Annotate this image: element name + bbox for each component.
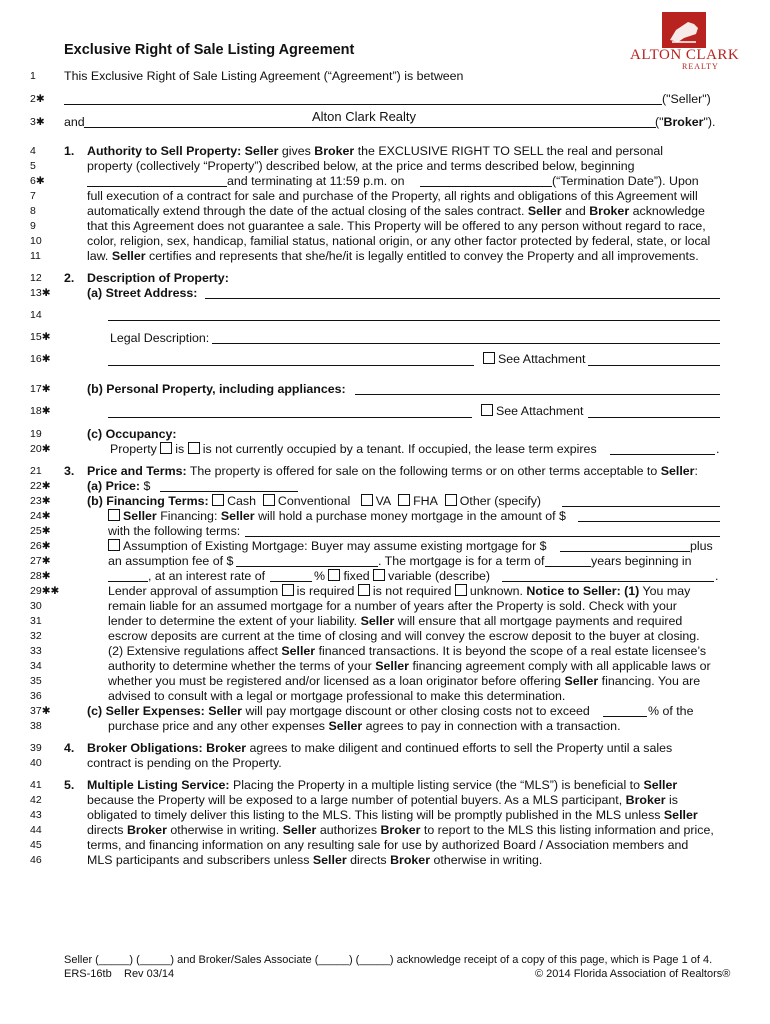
occupancy-line: Property is is not currently occupied by a tenant. If occupied, the lease term expires xyxy=(110,442,597,456)
seller-financing-amount-field[interactable] xyxy=(578,521,720,522)
street-address-field-2[interactable] xyxy=(108,320,720,321)
personal-property-field-2[interactable] xyxy=(108,417,472,418)
intro-text: This Exclusive Right of Sale Listing Agreement (“Agreement”) is between xyxy=(64,69,464,83)
footer-form-id: ERS-16tb xyxy=(64,968,112,980)
line-number: 34 xyxy=(30,660,42,672)
percent-of-label: % of the xyxy=(648,704,694,718)
section-4-line-40: contract is pending on the Property. xyxy=(87,756,282,770)
line-number: 3✱ xyxy=(30,116,45,128)
seller-financing-line: Seller Financing: Seller will hold a purchase money mortgage in the amount of $ xyxy=(108,509,566,523)
line-number: 16✱ xyxy=(30,353,51,365)
cash-checkbox[interactable] xyxy=(212,494,224,506)
section-1-line-5: property (collectively “Property”) described below, at the price and terms described below, beginning xyxy=(87,159,635,173)
conventional-checkbox[interactable] xyxy=(263,494,275,506)
other-financing-field[interactable] xyxy=(562,506,720,507)
termination-date-field[interactable] xyxy=(420,186,552,187)
line-number: 27✱ xyxy=(30,555,51,567)
required-checkbox[interactable] xyxy=(282,584,294,596)
line-number: 44 xyxy=(30,824,42,836)
assumption-checkbox[interactable] xyxy=(108,539,120,551)
line-number: 14 xyxy=(30,309,42,321)
line-number: 23✱ xyxy=(30,495,51,507)
line-number: 42 xyxy=(30,794,42,806)
legal-see-attachment[interactable]: See Attachment xyxy=(483,352,585,366)
line-number: 2✱ xyxy=(30,93,45,105)
line-number: 25✱ xyxy=(30,525,51,537)
line-number: 43 xyxy=(30,809,42,821)
line-number: 21 xyxy=(30,465,42,477)
section-1-line-9: that this Agreement does not guarantee a sale. This Property will be offered to any person without regard to race, xyxy=(87,219,706,233)
seller-name-field[interactable] xyxy=(64,104,662,105)
line-number: 10 xyxy=(30,235,42,247)
beginning-in-field[interactable] xyxy=(108,581,148,582)
variable-describe-field[interactable] xyxy=(502,581,714,582)
section-1-line-7: full execution of a contract for sale and purchase of the Property, all rights and obligations of this Agreement will xyxy=(87,189,698,203)
line-number: 4 xyxy=(30,145,36,157)
line-number: 19 xyxy=(30,428,42,440)
section-3-number: 3. xyxy=(64,464,75,478)
street-address-label: (a) Street Address: xyxy=(87,286,198,300)
line-number: 41 xyxy=(30,779,42,791)
variable-checkbox[interactable] xyxy=(373,569,385,581)
line-number: 7 xyxy=(30,190,36,202)
section-4-number: 4. xyxy=(64,741,75,755)
broker-name-field[interactable] xyxy=(84,127,656,128)
footer-copyright: © 2014 Florida Association of Realtors® xyxy=(535,968,731,980)
line-number: 6✱ xyxy=(30,175,45,187)
lion-emblem-icon xyxy=(662,12,706,48)
section-2-heading: Description of Property: xyxy=(87,271,229,285)
document-title: Exclusive Right of Sale Listing Agreement xyxy=(64,42,355,58)
line-number: 24✱ xyxy=(30,510,51,522)
line-number: 30 xyxy=(30,600,42,612)
seller-expenses-line: (c) Seller Expenses: Seller will pay mortgage discount or other closing costs not to exceed xyxy=(87,704,590,718)
section-1-line-4: Authority to Sell Property: Seller gives Broker the EXCLUSIVE RIGHT TO SELL the real and personal xyxy=(87,144,664,158)
assumption-line: Assumption of Existing Mortgage: Buyer may assume existing mortgage for $ xyxy=(108,539,547,553)
line-number: 45 xyxy=(30,839,42,851)
financing-terms-line: (b) Financing Terms: Cash Conventional VA FHA Other (specify) xyxy=(87,494,542,508)
line-number: 12 xyxy=(30,272,42,284)
section-5-line-41: Multiple Listing Service: Placing the Property in a multiple listing service (the “MLS”) is beneficial to Seller xyxy=(87,778,678,792)
section-3-line-21: Price and Terms: The property is offered for sale on the following terms or on other terms acceptable to Seller: xyxy=(87,464,698,478)
section-3-line-36: advised to consult with a legal or mortgage professional to make this determination. xyxy=(108,689,566,703)
personal-see-attachment[interactable]: See Attachment xyxy=(481,404,583,418)
section-3-line-32: escrow deposits are current at the time of closing and will convey the escrow deposit to the buyer at closing. xyxy=(108,629,700,643)
section-1-line-6a: and terminating at 11:59 p.m. on xyxy=(227,174,405,188)
section-2-number: 2. xyxy=(64,271,75,285)
unknown-checkbox[interactable] xyxy=(455,584,467,596)
section-3-line-38: purchase price and any other expenses Seller agrees to pay in connection with a transaction. xyxy=(108,719,621,733)
line-number: 29✱✱ xyxy=(30,585,60,597)
occupancy-period: . xyxy=(716,442,720,456)
years-beginning-label: years beginning in xyxy=(591,554,692,568)
section-5-number: 5. xyxy=(64,778,75,792)
personal-property-field[interactable] xyxy=(355,394,720,395)
fixed-checkbox[interactable] xyxy=(328,569,340,581)
line-number: 38 xyxy=(30,720,42,732)
va-checkbox[interactable] xyxy=(361,494,373,506)
section-3-line-34: authority to determine whether the terms of your Seller financing agreement comply with all applicable laws or xyxy=(108,659,711,673)
personal-attachment-field[interactable] xyxy=(588,417,720,418)
line-number: 28✱ xyxy=(30,570,51,582)
see-attachment-checkbox[interactable] xyxy=(483,352,495,364)
section-3-line-33: (2) Extensive regulations affect Seller financed transactions. It is beyond the scope of a real estate licensee’s xyxy=(108,644,707,658)
assumption-fee-field[interactable] xyxy=(236,566,378,567)
not-occupied-checkbox[interactable] xyxy=(188,442,200,454)
line-number: 11 xyxy=(30,250,41,262)
price-label: (a) Price: $ xyxy=(87,479,151,493)
following-terms-label: with the following terms: xyxy=(108,524,241,538)
broker-name-value: Alton Clark Realty xyxy=(312,109,417,124)
line-number: 22✱ xyxy=(30,480,51,492)
section-5-line-43: obligated to timely deliver this listing to the MLS. This listing will be promptly published in the MLS unless Seller xyxy=(87,808,698,822)
line-number: 40 xyxy=(30,757,42,769)
interest-rate-field[interactable] xyxy=(270,581,312,582)
mortgage-term-field[interactable] xyxy=(545,566,591,567)
lease-expires-field[interactable] xyxy=(610,454,715,455)
logo-sub: REALTY xyxy=(682,62,719,71)
plus-label: plus xyxy=(690,539,713,553)
seller-financing-checkbox[interactable] xyxy=(108,509,120,521)
line-number: 46 xyxy=(30,854,42,866)
legal-description-label: Legal Description: xyxy=(110,331,210,345)
line-number: 18✱ xyxy=(30,405,51,417)
line-number: 13✱ xyxy=(30,287,51,299)
line-number: 37✱ xyxy=(30,705,51,717)
section-3-line-35: whether you must be registered and/or licensed as a loan originator before offering Seller financing. You are xyxy=(108,674,701,688)
section-5-line-42: because the Property will be exposed to a large number of potential buyers. As a MLS participant, Broker is xyxy=(87,793,678,807)
lender-approval-line: Lender approval of assumption is required is not required unknown. Notice to Seller: (1) You may xyxy=(108,584,691,598)
line-number: 31 xyxy=(30,615,42,627)
line-number: 17✱ xyxy=(30,383,51,395)
not-required-checkbox[interactable] xyxy=(358,584,370,596)
section-1-line-10: color, religion, sex, handicap, familial status, national origin, or any other factor protected by federal, state, or local xyxy=(87,234,711,248)
section-1-line-8: automatically extend through the date of the actual closing of the sales contract. Seller and Broker acknowledge xyxy=(87,204,705,218)
broker-label: ("Broker"). xyxy=(655,115,716,129)
rate-options: % fixed variable (describe) xyxy=(314,569,491,583)
legal-description-field-2[interactable] xyxy=(108,365,474,366)
legal-description-field[interactable] xyxy=(212,343,720,344)
section-3-line-31: lender to determine the extent of your liability. Seller will ensure that all mortgage payments and required xyxy=(108,614,683,628)
line-number: 33 xyxy=(30,645,42,657)
assumption-fee-label: an assumption fee of $ xyxy=(108,554,234,568)
and-label: and xyxy=(64,115,85,129)
line-number: 32 xyxy=(30,630,42,642)
assumption-amount-field[interactable] xyxy=(560,551,690,552)
footer-revision: Rev 03/14 xyxy=(124,968,175,980)
closing-costs-percent-field[interactable] xyxy=(603,716,647,717)
line-number: 15✱ xyxy=(30,331,51,343)
other-checkbox[interactable] xyxy=(445,494,457,506)
fha-checkbox[interactable] xyxy=(398,494,410,506)
beginning-date-field[interactable] xyxy=(87,186,227,187)
line-number: 20✱ xyxy=(30,443,51,455)
occupancy-label: (c) Occupancy: xyxy=(87,427,177,441)
price-field[interactable] xyxy=(160,491,298,492)
line-number: 39 xyxy=(30,742,42,754)
legal-attachment-field[interactable] xyxy=(588,365,720,366)
line-number: 26✱ xyxy=(30,540,51,552)
seller-label: ("Seller") xyxy=(662,92,711,106)
personal-property-label: (b) Personal Property, including appliances: xyxy=(87,382,346,396)
section-5-line-46: MLS participants and subscribers unless Seller directs Broker otherwise in writing. xyxy=(87,853,543,867)
alton-clark-logo-mark xyxy=(662,12,706,48)
rate-period: . xyxy=(715,569,719,583)
see-attachment-checkbox[interactable] xyxy=(481,404,493,416)
section-5-line-45: terms, and financing information on any resulting sale for use by authorized Board / Association members and xyxy=(87,838,689,852)
line-number: 36 xyxy=(30,690,42,702)
mortgage-term-label: . The mortgage is for a term of xyxy=(378,554,545,568)
section-1-line-6b: (“Termination Date”). Upon xyxy=(552,174,699,188)
line-number: 5 xyxy=(30,160,36,172)
section-1-line-11: law. Seller certifies and represents that she/he/it is legally entitled to convey the Property and all improvements. xyxy=(87,249,699,263)
section-5-line-44: directs Broker otherwise in writing. Seller authorizes Broker to report to the MLS this listing information and price, xyxy=(87,823,714,837)
interest-rate-label: , at an interest rate of xyxy=(148,569,266,583)
section-4-line-39: Broker Obligations: Broker agrees to make diligent and continued efforts to sell the Property until a sales xyxy=(87,741,673,755)
section-3-line-30: remain liable for an assumed mortgage for a number of years after the Property is sold. Check with your xyxy=(108,599,677,613)
footer-acknowledgement: Seller (_____) (_____) and Broker/Sales Associate (_____) (_____) acknowledge receipt of a copy of this page, which is Page 1 of 4. xyxy=(64,954,713,966)
line-number: 9 xyxy=(30,220,36,232)
logo-name: ALTON CLARK xyxy=(630,47,740,63)
line-number: 1 xyxy=(30,70,36,82)
street-address-field[interactable] xyxy=(205,298,720,299)
line-number: 35 xyxy=(30,675,42,687)
occupied-checkbox[interactable] xyxy=(160,442,172,454)
line-number: 8 xyxy=(30,205,36,217)
section-1-number: 1. xyxy=(64,144,75,158)
following-terms-field[interactable] xyxy=(245,536,720,537)
